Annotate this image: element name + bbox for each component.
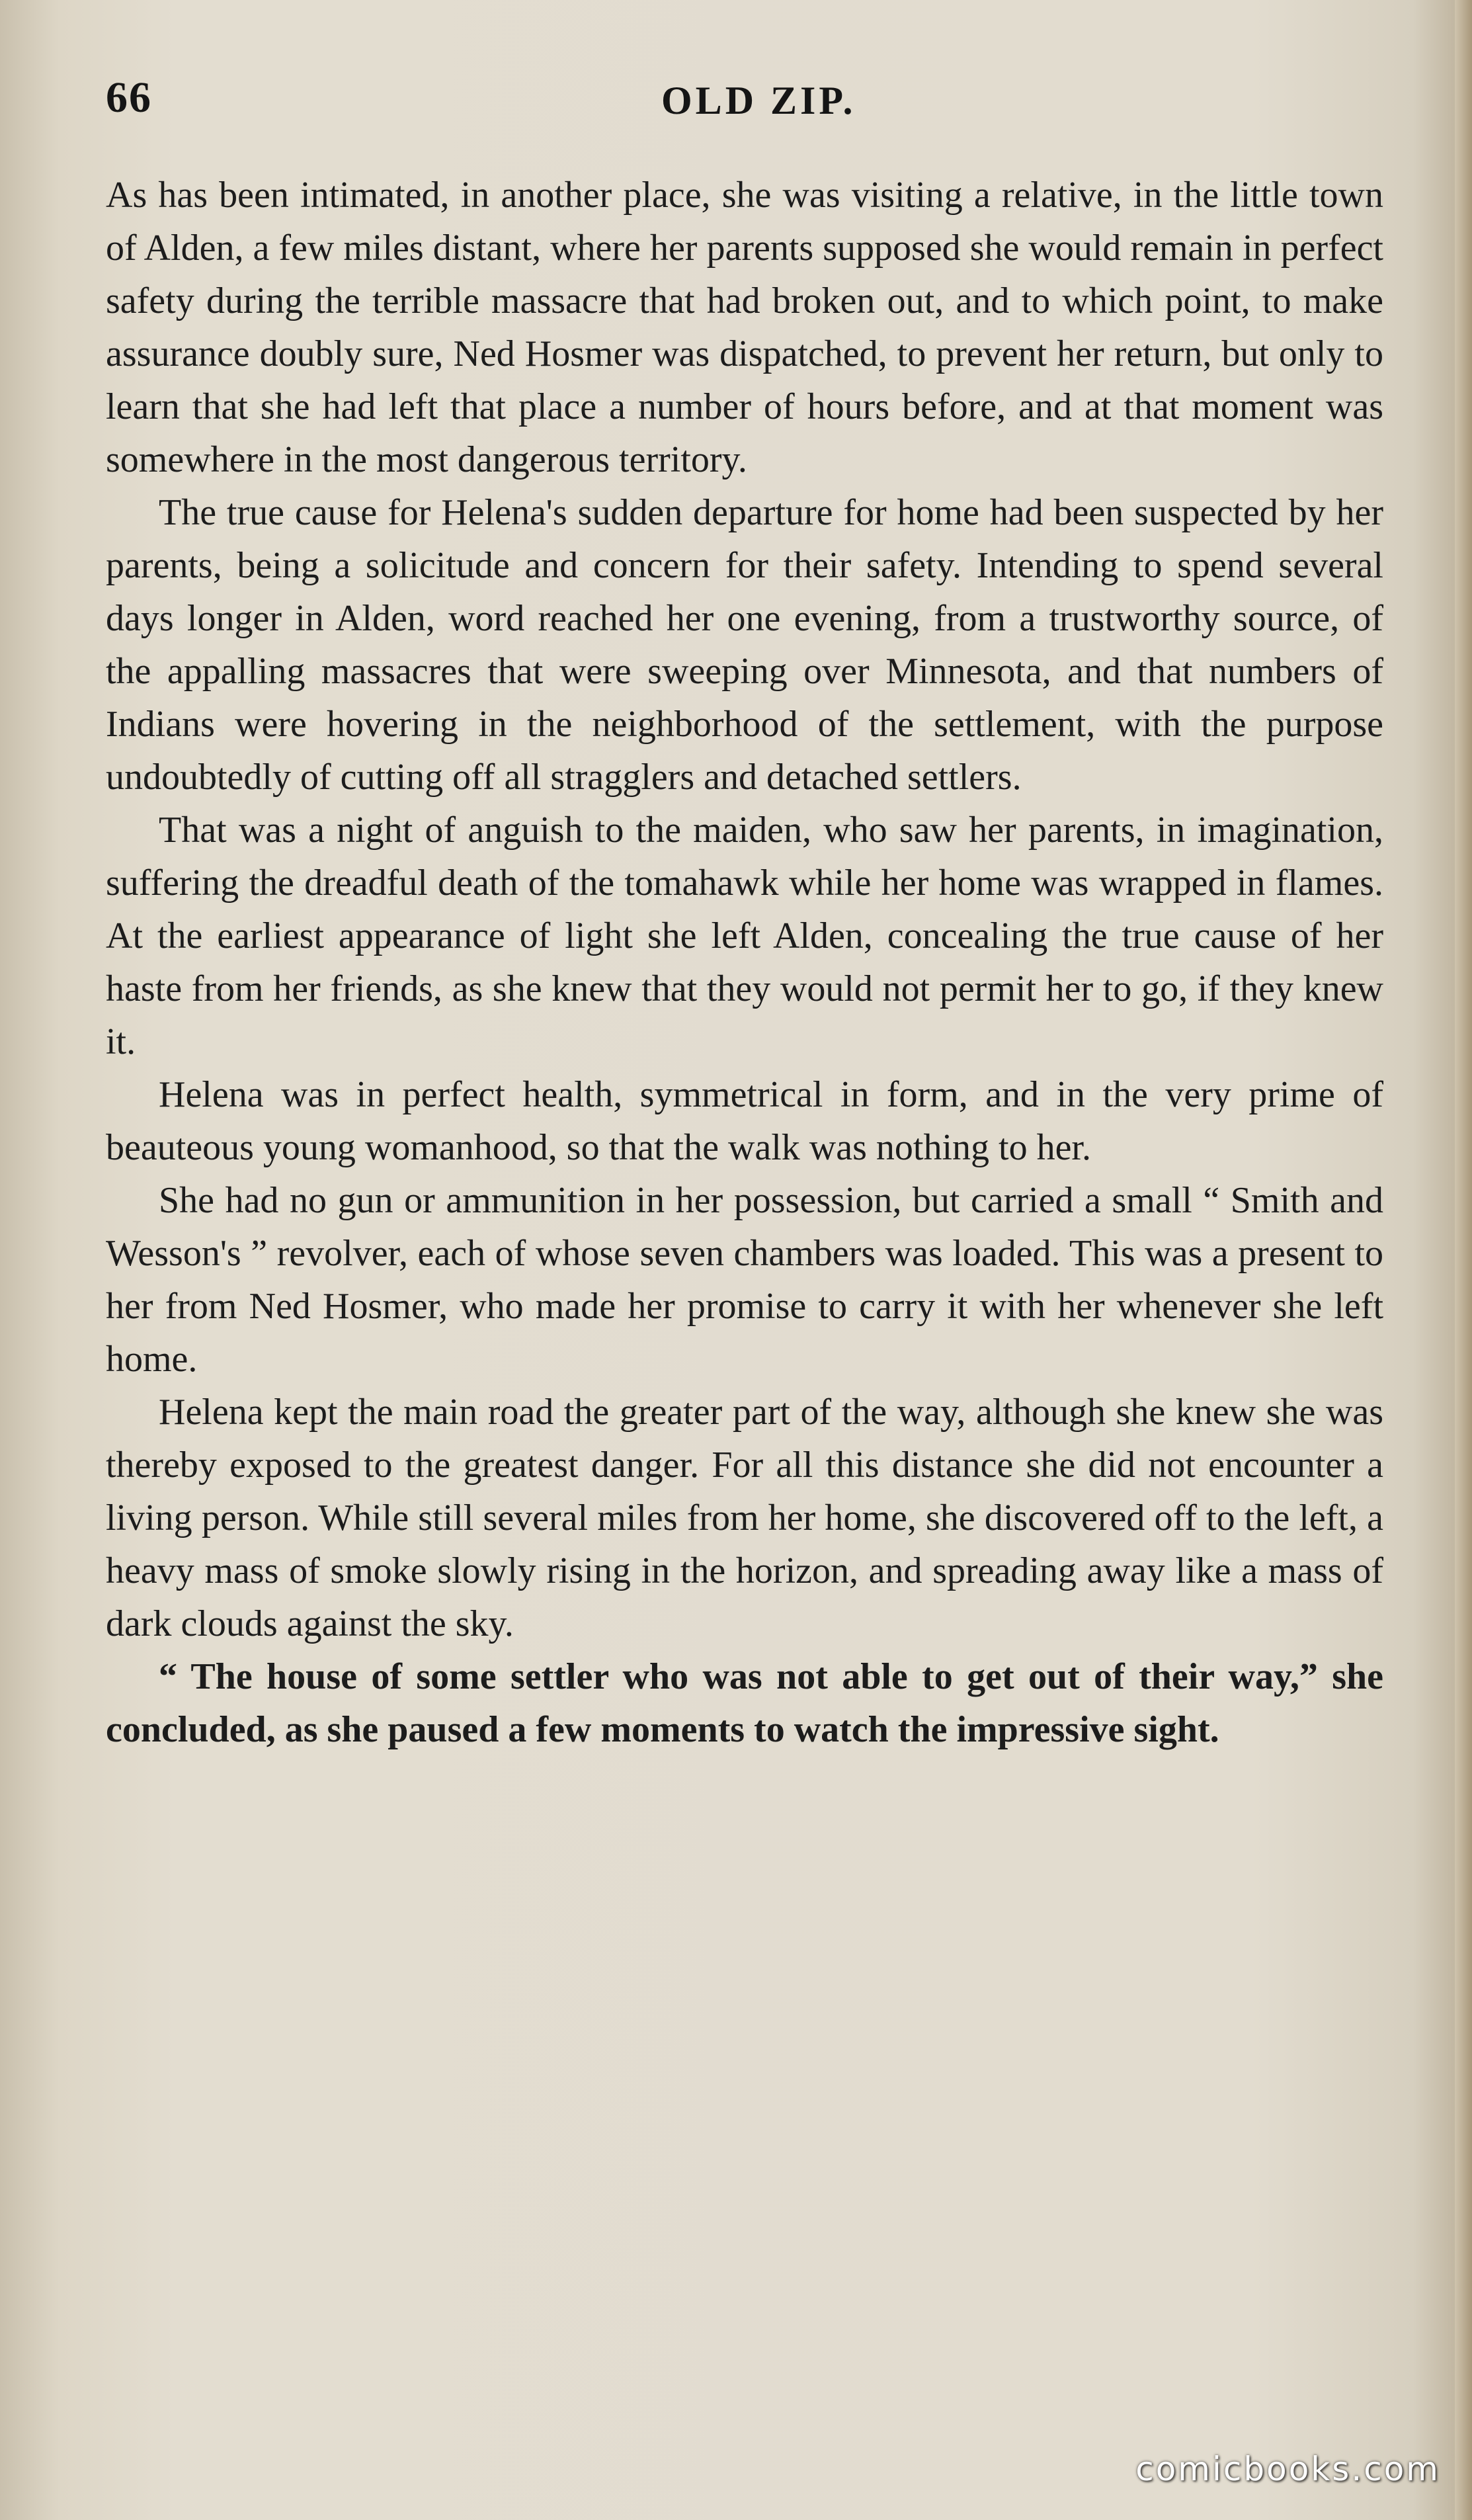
paragraph: Helena was in perfect health, symmetrical in form, and in the very prime of beauteous young womanhood, so that the walk was nothing to her. — [106, 1074, 1383, 1168]
paragraph: “ The house of some settler who was not able to get out of their way,” she concluded, as she paused a few moments to watch the impressive sight. — [106, 1656, 1383, 1750]
watermark-text: comicbooks.com — [1135, 2450, 1440, 2488]
paragraph: The true cause for Helena's sudden departure for home had been suspected by her parents, being a solicitude and concern for their safety. Intending to spend several days longer in Alden, word reached her one evening, from a trustworthy source, of the appalling massacres that were sweeping over Minnesota, and that numbers of Indians were hovering in the neighborhood of the settlement, with the purpose undoubtedly of cutting off all stragglers and detached settlers. — [106, 492, 1383, 798]
running-head: OLD ZIP. — [661, 79, 856, 122]
page-edge-shadow — [1455, 0, 1472, 2520]
paragraph: She had no gun or ammunition in her possession, but carried a small “ Smith and Wesson's ” revolver, each of whose seven chambers was loaded. This was a present to her from Ned Hosmer, who made her promise to carry it with her whenever she left home. — [106, 1180, 1383, 1380]
paragraph: That was a night of anguish to the maiden, who saw her parents, in imagination, suffering the dreadful death of the tomahawk while her home was wrapped in flames. At the earliest appearance of light she left Alden, concealing the true cause of her haste from her friends, as she knew that they would not permit her to go, if they knew it. — [106, 810, 1383, 1062]
body-text — [106, 169, 1383, 1756]
page-header — [106, 73, 1382, 132]
page-number: 66 — [106, 73, 152, 122]
paragraph: Helena kept the main road the greater part of the way, although she knew she was thereby exposed to the greatest danger. For all this distance she did not encounter a living person. While still several miles from her home, she discovered off to the left, a heavy mass of smoke slowly rising in the horizon, and spreading away like a mass of dark clouds against the sky. — [106, 1392, 1383, 1644]
paragraph: As has been intimated, in another place, she was visiting a relative, in the little town of Alden, a few miles distant, where her parents supposed she would remain in perfect safety during the terrible massacre that had broken out, and to which point, to make assurance doubly sure, Ned Hosmer was dispatched, to prevent her return, but only to learn that she had left that place a number of hours before, and at that moment was somewhere in the most dangerous territory. — [106, 175, 1383, 480]
